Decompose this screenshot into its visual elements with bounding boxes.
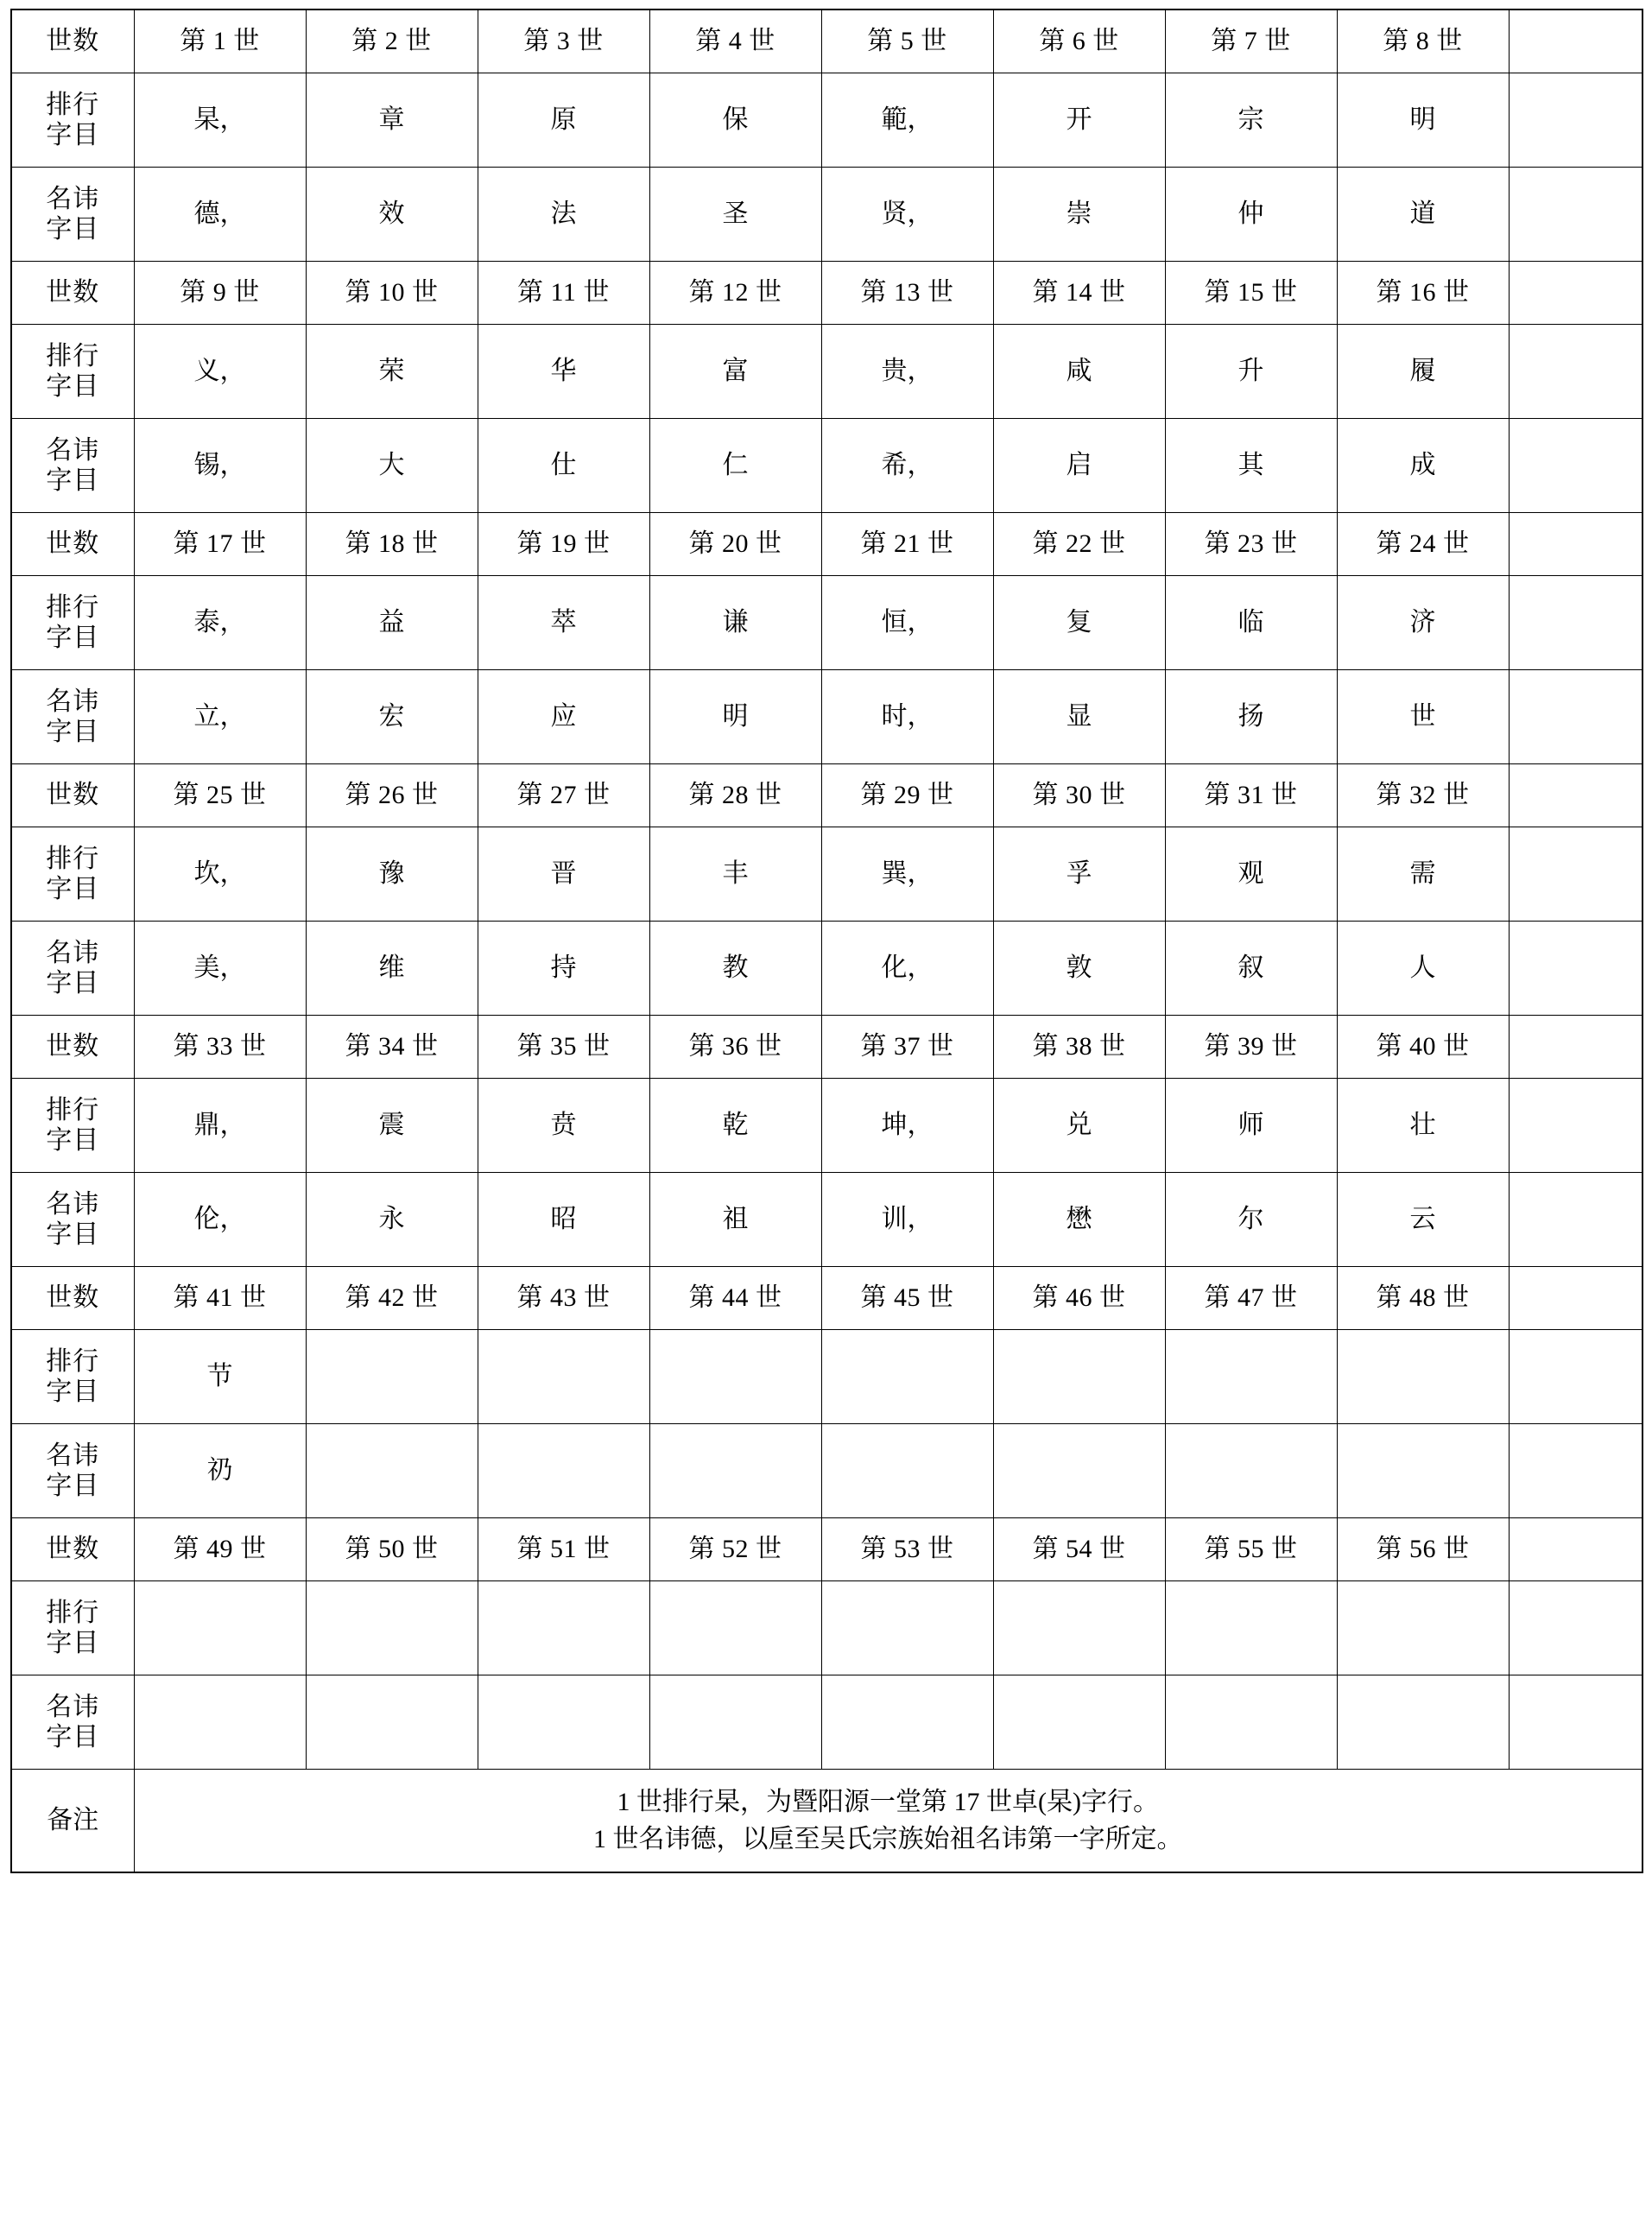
spacer-cell [1509,922,1643,1016]
ranking-cell [649,1330,821,1424]
row-label-generation: 世数 [11,262,134,325]
table-row [11,168,1643,262]
generation-cell: 第 48 世 [1337,1267,1509,1330]
name-cell: 尔 [1165,1173,1337,1267]
table-row [11,1581,1643,1675]
spacer-cell [1509,1173,1643,1267]
name-cell: 美， [134,922,306,1016]
name-cell [1337,1675,1509,1770]
ranking-cell [1337,1330,1509,1424]
generation-cell: 第 56 世 [1337,1518,1509,1581]
ranking-cell: 鼎， [134,1079,306,1173]
ranking-cell: 巽， [821,827,993,922]
generation-cell: 第 28 世 [649,764,821,827]
table-row [11,10,1643,73]
generation-cell: 第 19 世 [478,513,649,576]
table-row [11,922,1643,1016]
generation-cell: 第 12 世 [649,262,821,325]
spacer-cell [1509,262,1643,325]
name-cell: 永 [306,1173,478,1267]
generation-cell: 第 33 世 [134,1016,306,1079]
spacer-cell [1509,1330,1643,1424]
name-cell [821,1424,993,1518]
name-cell: 昭 [478,1173,649,1267]
name-cell: 道 [1337,168,1509,262]
name-cell: 礽 [134,1424,306,1518]
name-cell: 敦 [993,922,1165,1016]
row-label-name: 名讳 字目 [11,922,134,1016]
ranking-cell: 宗 [1165,73,1337,168]
spacer-cell [1509,1581,1643,1675]
name-cell [478,1424,649,1518]
spacer-cell [1509,1675,1643,1770]
row-label-name: 名讳 字目 [11,1675,134,1770]
name-cell: 伦， [134,1173,306,1267]
ranking-cell: 孚 [993,827,1165,922]
name-cell [993,1424,1165,1518]
name-cell: 希， [821,419,993,513]
name-cell: 训， [821,1173,993,1267]
row-label-generation: 世数 [11,764,134,827]
generation-cell: 第 9 世 [134,262,306,325]
name-cell: 效 [306,168,478,262]
generation-cell: 第 30 世 [993,764,1165,827]
ranking-cell: 临 [1165,576,1337,670]
name-cell [478,1675,649,1770]
generation-cell: 第 35 世 [478,1016,649,1079]
row-label-ranking: 排行 字目 [11,1079,134,1173]
table-row [11,1675,1643,1770]
row-label-ranking: 排行 字目 [11,1330,134,1424]
ranking-cell: 範， [821,73,993,168]
generation-cell: 第 47 世 [1165,1267,1337,1330]
name-cell: 懋 [993,1173,1165,1267]
generation-cell: 第 16 世 [1337,262,1509,325]
generation-cell: 第 51 世 [478,1518,649,1581]
ranking-cell: 壮 [1337,1079,1509,1173]
ranking-cell: 晋 [478,827,649,922]
row-label-name: 名讳 字目 [11,168,134,262]
name-cell: 德， [134,168,306,262]
ranking-cell: 兑 [993,1079,1165,1173]
generation-cell: 第 25 世 [134,764,306,827]
name-cell [1337,1424,1509,1518]
name-cell: 教 [649,922,821,1016]
name-cell: 锡， [134,419,306,513]
spacer-cell [1509,1079,1643,1173]
name-cell: 化， [821,922,993,1016]
generation-cell: 第 52 世 [649,1518,821,1581]
table-row [11,1267,1643,1330]
generation-cell: 第 34 世 [306,1016,478,1079]
name-cell: 其 [1165,419,1337,513]
generation-cell: 第 32 世 [1337,764,1509,827]
name-cell: 显 [993,670,1165,764]
spacer-cell [1509,1424,1643,1518]
row-label-name: 名讳 字目 [11,670,134,764]
name-cell: 立， [134,670,306,764]
generation-cell: 第 45 世 [821,1267,993,1330]
ranking-cell: 需 [1337,827,1509,922]
table-row [11,1079,1643,1173]
ranking-cell [1337,1581,1509,1675]
name-cell: 祖 [649,1173,821,1267]
ranking-cell: 华 [478,325,649,419]
row-label-generation: 世数 [11,1267,134,1330]
generation-cell: 第 36 世 [649,1016,821,1079]
name-cell [1165,1424,1337,1518]
generation-cell: 第 24 世 [1337,513,1509,576]
generation-cell: 第 27 世 [478,764,649,827]
generation-cell: 第 20 世 [649,513,821,576]
name-cell: 宏 [306,670,478,764]
table-row [11,1016,1643,1079]
table-row [11,513,1643,576]
ranking-cell: 杲， [134,73,306,168]
generation-cell: 第 11 世 [478,262,649,325]
table-row [11,670,1643,764]
ranking-cell: 义， [134,325,306,419]
name-cell: 圣 [649,168,821,262]
name-cell: 持 [478,922,649,1016]
ranking-cell [306,1330,478,1424]
note-label: 备注 [11,1770,134,1873]
generation-cell: 第 49 世 [134,1518,306,1581]
generation-cell: 第 42 世 [306,1267,478,1330]
row-label-ranking: 排行 字目 [11,827,134,922]
spacer-cell [1509,670,1643,764]
ranking-cell [1165,1581,1337,1675]
ranking-cell [478,1581,649,1675]
row-label-name: 名讳 字目 [11,419,134,513]
table-row [11,1330,1643,1424]
table-row [11,73,1643,168]
ranking-cell: 恒， [821,576,993,670]
ranking-cell [134,1581,306,1675]
name-cell: 叙 [1165,922,1337,1016]
spacer-cell [1509,419,1643,513]
ranking-cell [306,1581,478,1675]
note-line-2: 1 世名讳德，以垕至吴氏宗族始祖名讳第一字所定。 [593,1825,1183,1853]
generation-cell: 第 2 世 [306,10,478,73]
name-cell: 仲 [1165,168,1337,262]
ranking-cell: 升 [1165,325,1337,419]
ranking-cell: 乾 [649,1079,821,1173]
generation-cell: 第 6 世 [993,10,1165,73]
ranking-cell: 荣 [306,325,478,419]
row-label-ranking: 排行 字目 [11,1581,134,1675]
name-cell [306,1424,478,1518]
ranking-cell [993,1330,1165,1424]
generation-cell: 第 17 世 [134,513,306,576]
ranking-cell: 开 [993,73,1165,168]
row-label-ranking: 排行 字目 [11,73,134,168]
generation-cell: 第 50 世 [306,1518,478,1581]
name-cell [821,1675,993,1770]
name-cell [134,1675,306,1770]
generation-cell: 第 53 世 [821,1518,993,1581]
generation-cell: 第 37 世 [821,1016,993,1079]
generation-cell: 第 5 世 [821,10,993,73]
name-cell: 贤， [821,168,993,262]
generation-cell: 第 39 世 [1165,1016,1337,1079]
ranking-cell: 明 [1337,73,1509,168]
ranking-cell [821,1581,993,1675]
ranking-cell [649,1581,821,1675]
name-cell: 崇 [993,168,1165,262]
table-row [11,262,1643,325]
table-row [11,1518,1643,1581]
row-label-generation: 世数 [11,1518,134,1581]
name-cell [649,1675,821,1770]
generation-cell: 第 23 世 [1165,513,1337,576]
spacer-cell [1509,1016,1643,1079]
ranking-cell: 坤， [821,1079,993,1173]
ranking-cell: 坎， [134,827,306,922]
ranking-cell: 履 [1337,325,1509,419]
ranking-cell: 济 [1337,576,1509,670]
table-row [11,1424,1643,1518]
spacer-cell [1509,1518,1643,1581]
ranking-cell: 萃 [478,576,649,670]
name-cell [1165,1675,1337,1770]
name-cell: 时， [821,670,993,764]
generation-cell: 第 1 世 [134,10,306,73]
generation-cell: 第 40 世 [1337,1016,1509,1079]
ranking-cell: 泰， [134,576,306,670]
ranking-cell [1165,1330,1337,1424]
table-row [11,576,1643,670]
generation-cell: 第 4 世 [649,10,821,73]
name-cell [993,1675,1165,1770]
ranking-cell [821,1330,993,1424]
table-row [11,764,1643,827]
note-body [134,1770,1643,1873]
table-row-note [11,1770,1643,1873]
name-cell: 法 [478,168,649,262]
name-cell: 成 [1337,419,1509,513]
generation-cell: 第 29 世 [821,764,993,827]
ranking-cell: 富 [649,325,821,419]
name-cell: 维 [306,922,478,1016]
generation-cell: 第 7 世 [1165,10,1337,73]
table-row [11,827,1643,922]
generation-cell: 第 14 世 [993,262,1165,325]
generation-cell: 第 55 世 [1165,1518,1337,1581]
row-label-ranking: 排行 字目 [11,576,134,670]
genealogy-table [10,9,1643,1873]
name-cell: 仁 [649,419,821,513]
generation-cell: 第 8 世 [1337,10,1509,73]
generation-cell: 第 3 世 [478,10,649,73]
row-label-generation: 世数 [11,10,134,73]
ranking-cell: 咸 [993,325,1165,419]
spacer-cell [1509,325,1643,419]
ranking-cell: 贵， [821,325,993,419]
name-cell: 云 [1337,1173,1509,1267]
name-cell: 大 [306,419,478,513]
ranking-cell: 丰 [649,827,821,922]
ranking-cell: 益 [306,576,478,670]
spacer-cell [1509,73,1643,168]
generation-cell: 第 22 世 [993,513,1165,576]
ranking-cell: 贲 [478,1079,649,1173]
generation-cell: 第 18 世 [306,513,478,576]
ranking-cell: 章 [306,73,478,168]
spacer-cell [1509,764,1643,827]
ranking-cell: 谦 [649,576,821,670]
ranking-cell [993,1581,1165,1675]
row-label-name: 名讳 字目 [11,1424,134,1518]
spacer-cell [1509,1267,1643,1330]
generation-cell: 第 38 世 [993,1016,1165,1079]
ranking-cell: 节 [134,1330,306,1424]
row-label-ranking: 排行 字目 [11,325,134,419]
generation-cell: 第 31 世 [1165,764,1337,827]
generation-cell: 第 26 世 [306,764,478,827]
ranking-cell [478,1330,649,1424]
name-cell: 明 [649,670,821,764]
note-line-1: 1 世排行杲，为暨阳源一堂第 17 世卓(杲)字行。 [617,1787,1159,1816]
name-cell: 仕 [478,419,649,513]
ranking-cell: 豫 [306,827,478,922]
spacer-cell [1509,827,1643,922]
ranking-cell: 震 [306,1079,478,1173]
spacer-cell [1509,576,1643,670]
spacer-cell [1509,168,1643,262]
generation-cell: 第 46 世 [993,1267,1165,1330]
name-cell: 人 [1337,922,1509,1016]
ranking-cell: 观 [1165,827,1337,922]
ranking-cell: 原 [478,73,649,168]
generation-cell: 第 41 世 [134,1267,306,1330]
name-cell [306,1675,478,1770]
name-cell [649,1424,821,1518]
generation-cell: 第 15 世 [1165,262,1337,325]
row-label-name: 名讳 字目 [11,1173,134,1267]
table-row [11,1173,1643,1267]
name-cell: 应 [478,670,649,764]
name-cell: 启 [993,419,1165,513]
generation-cell: 第 54 世 [993,1518,1165,1581]
spacer-cell [1509,513,1643,576]
ranking-cell: 师 [1165,1079,1337,1173]
name-cell: 扬 [1165,670,1337,764]
generation-cell: 第 44 世 [649,1267,821,1330]
generation-cell: 第 10 世 [306,262,478,325]
row-label-generation: 世数 [11,1016,134,1079]
table-row [11,419,1643,513]
generation-cell: 第 13 世 [821,262,993,325]
row-label-generation: 世数 [11,513,134,576]
generation-cell: 第 43 世 [478,1267,649,1330]
generation-cell: 第 21 世 [821,513,993,576]
spacer-cell [1509,10,1643,73]
table-row [11,325,1643,419]
name-cell: 世 [1337,670,1509,764]
ranking-cell: 复 [993,576,1165,670]
ranking-cell: 保 [649,73,821,168]
